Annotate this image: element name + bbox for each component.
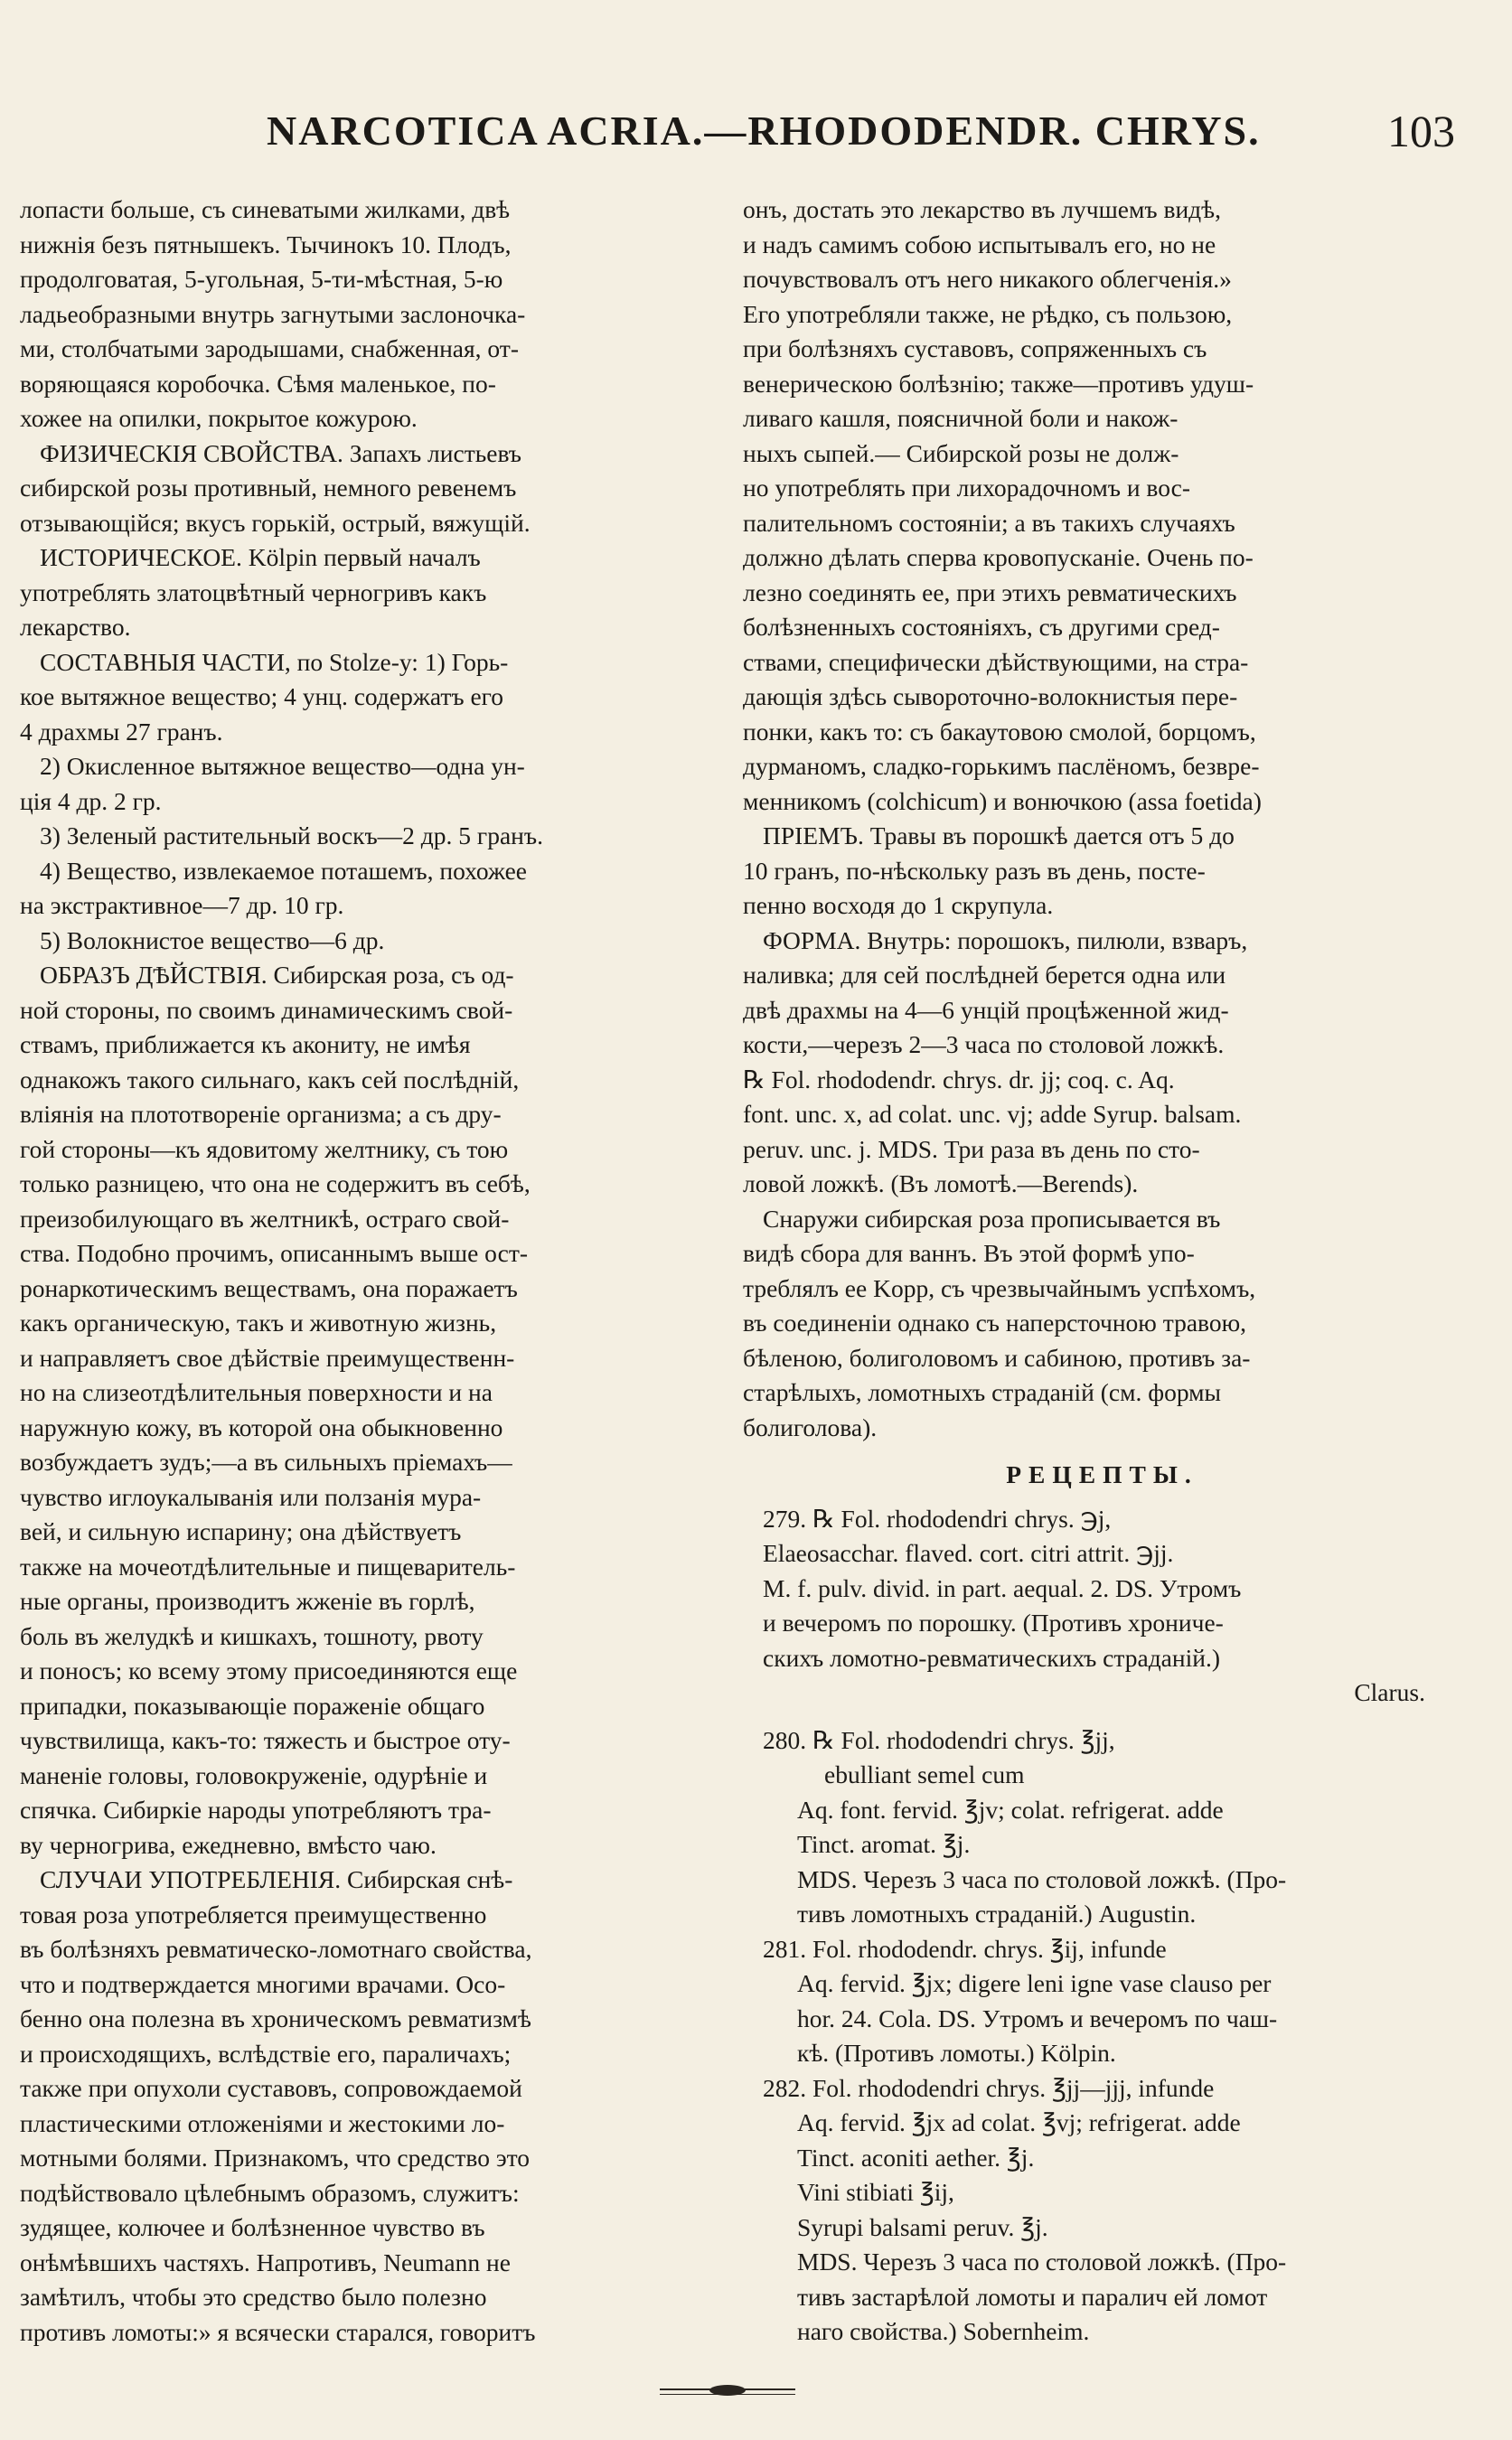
text-line: и происходящихъ, вслѣдствіе его, параличахъ; [20,2039,512,2068]
text-line: гой стороны—къ ядовитому желтнику, съ тою [20,1134,509,1163]
text-line: ebulliant semel cum [824,1760,1025,1788]
text-line: палительномъ состояніи; а въ такихъ случаяхъ [743,508,1235,537]
text-line: сибирской розы противный, немного ревенемъ [20,474,517,502]
text-line: ПРІЕМЪ. Травы въ порошкѣ дается отъ 5 до [763,821,1235,849]
text-line: кости,—черезъ 2—3 часа по столовой ложкѣ. [743,1030,1225,1058]
text-line: подѣйствовало цѣлебнымъ образомъ, служитъ: [20,2178,520,2207]
header-title: NARCOTICA ACRIA.—RHODODENDR. CHRYS. [267,108,1261,154]
text-line: лезно соединять ее, при этихъ ревматическихъ [743,577,1237,606]
text-line: Tinct. aconiti aether. ℥j. [797,2143,1035,2172]
running-header [244,107,1455,161]
text-line: какъ органическую, такъ и животную жизнь, [20,1309,497,1337]
text-line: что и подтверждается многими врачами. Осо- [20,1969,506,1998]
text-line: Aq. fervid. ℥jx ad colat. ℥vj; refrigerat. adde [797,2108,1241,2136]
text-line: СЛУЧАИ УПОТРЕБЛЕНІЯ. Сибирская снѣ- [40,1865,513,1893]
text-line: бѣленою, болиголовомъ и сабиною, противъ за- [743,1343,1251,1372]
text-line: ℞ Fol. rhododendr. chrys. dr. jj; coq. c. Aq. [743,1065,1175,1093]
text-line: на экстрактивное—7 др. 10 гр. [20,891,344,919]
bottom-ornament [660,2388,795,2395]
text-line: должно дѣлать сперва кровопусканіе. Очень по- [743,543,1254,571]
text-line: пенно восходя до 1 скрупула. [743,891,1054,919]
text-line: и направляетъ свое дѣйствіе преимущественн- [20,1343,515,1372]
text-line: двѣ драхмы на 4—6 унцій процѣженной жид- [743,995,1229,1024]
text-line: 5) Волокнистое вещество—6 др. [40,925,385,954]
text-line: скихъ ломотно-ревматическихъ страданій.) [763,1643,1220,1672]
text-line: тивъ застарѣлой ломоты и паралич ей ломот [797,2282,1268,2311]
text-line: СОСТАВНЫЯ ЧАСТИ, по Stolze-у: 1) Горь- [40,647,509,676]
text-line: менникомъ (colchicum) и вонючкою (assa foetida) [743,786,1262,815]
text-line: ву черногрива, ежедневно, вмѣсто чаю. [20,1830,437,1859]
text-line: Снаружи сибирская роза прописывается въ [763,1204,1221,1233]
text-line: вліянія на плототвореніе организма; а съ дру- [20,1100,502,1128]
text-line: ОБРАЗЪ ДѢЙСТВІЯ. Сибирская роза, съ од- [40,961,514,989]
text-line: также на мочеотдѣлительные и пищеваритель- [20,1552,516,1581]
text-line: болиголова). [743,1412,878,1441]
text-line: при болѣзняхъ суставовъ, сопряженныхъ съ [743,334,1207,362]
text-line: Syrupi balsami peruv. ℥j. [797,2212,1048,2241]
text-line: Elaeosacchar. flaved. cort. citri attrit. ℈jj. [763,1539,1174,1567]
text-line: отзывающійся; вкусъ горькій, острый, вяжущій. [20,508,531,537]
text-line: ствамъ, приближается къ акониту, не имѣя [20,1030,471,1058]
text-line: замѣтилъ, чтобы это средство было полезно [20,2283,487,2311]
left-column [20,192,734,2350]
text-line: зудящее, колючее и болѣзненное чувство въ [20,2213,485,2241]
text-line: Tinct. aromat. ℥j. [797,1830,971,1858]
text-line: видѣ сбора для ваннъ. Въ этой формѣ упо- [743,1239,1195,1267]
text-line: ФИЗИЧЕСКІЯ СВОЙСТВА. Запахъ листьевъ [40,438,521,467]
text-line: ныхъ сыпей.— Сибирской розы не долж- [743,438,1179,467]
text-line: припадки, показывающіе пораженіе общаго [20,1691,485,1720]
text-line: ные органы, производитъ жженіе въ горлѣ, [20,1587,475,1615]
text-line: font. unc. x, ad colat. unc. vj; adde Syrup. balsam. [743,1100,1242,1128]
text-line: въ болѣзняхъ ревматическо-ломотнаго свойства, [20,1935,532,1963]
text-line: пластическими отложеніями и жестокими ло- [20,2108,505,2137]
text-line: peruv. unc. j. MDS. Три раза въ день по сто- [743,1134,1200,1163]
text-line: 4 драхмы 27 гранъ. [20,717,223,746]
text-line: маненіе головы, головокруженіе, одурѣніе и [20,1760,488,1789]
text-line: 3) Зеленый растительный воскъ—2 др. 5 гранъ. [40,821,543,849]
text-line: 282. Fol. rhododendri chrys. ℥jj—jjj, infunde [763,2073,1215,2102]
text-line: Vini stibiati ℥ij, [797,2178,954,2206]
text-line: воряющаяся коробочка. Сѣмя маленькое, по- [20,369,496,398]
text-line: употреблять златоцвѣтный черногривъ какъ [20,577,487,606]
text-line: почувствовалъ отъ него никакого облегченія.» [743,265,1232,293]
text-line: 279. ℞ Fol. rhododendri chrys. ℈j, [763,1504,1112,1533]
text-line: также при опухоли суставовъ, сопровождаемой [20,2074,522,2102]
text-line: болѣзненныхъ состояніяхъ, съ другими сред- [743,613,1220,641]
text-line: мотными болями. Признакомъ, что средство это [20,2144,531,2172]
text-line: и надъ самимъ собою испытывалъ его, но не [743,230,1216,258]
text-line: ливаго кашля, поясничной боли и накож- [743,404,1179,432]
page-number: 103 [1387,106,1455,156]
text-line: чувство иглоукалыванія или ползанія мура- [20,1482,482,1511]
text-line: ства. Подобно прочимъ, описаннымъ выше ост- [20,1239,528,1267]
text-line: венерическою болѣзнію; также—противъ удуш- [743,369,1254,398]
text-line: лопасти больше, съ синеватыми жилками, двѣ [20,195,511,223]
text-line: но на слизеотдѣлительныя поверхности и на [20,1378,493,1406]
text-line: продолговатая, 5-угольная, 5-ти-мѣстная, 5-ю [20,265,503,293]
text-line: 10 гранъ, по-нѣскольку разъ въ день, посте- [743,856,1206,885]
text-line: дурманомъ, сладко-горькимъ паслёномъ, безвре- [743,752,1260,780]
text-line: 2) Окисленное вытяжное вещество—одна ун- [40,752,525,780]
text-line: наго свойства.) Sobernheim. [797,2317,1090,2345]
text-line: хожее на опилки, покрытое кожурою. [20,404,418,432]
text-line: старѣлыхъ, ломотныхъ страданій (см. формы [743,1378,1222,1406]
text-line: треблялъ ее Kopp, съ чрезвычайнымъ успѣхомъ, [743,1273,1256,1302]
text-line: РЕЦЕПТЫ. [1006,1460,1198,1488]
text-line: и вечеромъ по порошку. (Противъ хрониче- [763,1609,1224,1637]
text-line: кое вытяжное вещество; 4 унц. содержатъ его [20,682,503,710]
text-line: 280. ℞ Fol. rhododendri chrys. ℥jj, [763,1725,1115,1754]
text-line: нижнія безъ пятнышекъ. Тычинокъ 10. Плодъ, [20,230,512,258]
text-line: боль въ желудкѣ и кишкахъ, тошноту, рвоту [20,1621,484,1650]
text-line: онѣмѣвшихъ частяхъ. Напротивъ, Neumann не [20,2248,511,2276]
text-line: преизобилующаго въ желтникѣ, остраго свой- [20,1204,510,1233]
text-line: Его употребляли также, не рѣдко, съ пользою, [743,299,1233,328]
text-line: ми, столбчатыми зародышами, снабженная, от- [20,334,519,362]
text-line: hor. 24. Cola. DS. Утромъ и вечеромъ по чаш- [797,2004,1278,2032]
text-line: наружную кожу, въ которой она обыкновенно [20,1412,503,1441]
right-column [743,192,1461,2350]
text-line: лекарство. [20,613,131,641]
text-line: наливка; для сей послѣдней берется одна или [743,961,1226,989]
text-line: тивъ ломотныхъ страданій.) Augustin. [797,1900,1197,1928]
text-line: Aq. fervid. ℥jx; digere leni igne vase clauso per [797,1969,1272,1997]
text-line: ладьеобразными внутрь загнутыми заслоночка- [20,299,526,328]
text-line: ИСТОРИЧЕСКОЕ. Kölpin первый началъ [40,543,481,571]
text-line: 281. Fol. rhododendr. chrys. ℥ij, infunde [763,1934,1167,1963]
text-line: ронаркотическимъ веществамъ, она поражаетъ [20,1273,518,1302]
text-line: MDS. Черезъ 3 часа по столовой ложкѣ. (Про- [797,1864,1287,1893]
text-line: ной стороны, по своимъ динамическимъ свой- [20,995,513,1024]
text-line: спячка. Сибиркіе народы употребляютъ тра- [20,1796,492,1824]
text-line: однакожъ такого сильнаго, какъ сей послѣдній, [20,1065,520,1093]
text-line: онъ, достать это лекарство въ лучшемъ видѣ, [743,195,1221,223]
text-line: товая роза употребляется преимущественно [20,1900,487,1929]
text-line: противъ ломоты:» я всячески старался, говоритъ [20,2317,536,2346]
text-line: только разницею, что она не содержитъ въ себѣ, [20,1169,531,1197]
text-line: бенно она полезна въ хроническомъ ревматизмѣ [20,2004,531,2032]
text-line: Aq. font. fervid. ℥jv; colat. refrigerat. adde [797,1795,1224,1824]
text-line: но употреблять при лихорадочномъ и вос- [743,474,1191,502]
text-line: Clarus. [1354,1678,1425,1706]
text-line: ствами, специфически дѣйствующими, на стра- [743,647,1249,676]
text-line: дающія здѣсь сывороточно-волокнистыя пере- [743,682,1238,710]
text-line: и поносъ; ко всему этому присоединяются еще [20,1656,518,1685]
text-line: M. f. pulv. divid. in part. aequal. 2. DS. Утромъ [763,1573,1242,1602]
text-line: ФОРМА. Внутрь: порошокъ, пилюли, взваръ, [763,925,1248,954]
text-line: вей, и сильную испарину; она дѣйствуетъ [20,1517,462,1545]
text-line: чувствилища, какъ-то: тяжесть и быстрое оту- [20,1726,511,1754]
text-line: ція 4 др. 2 гр. [20,786,162,815]
text-line: въ соединеніи однако съ наперсточною травою, [743,1309,1246,1337]
text-line: возбуждаетъ зудъ;—а въ сильныхъ пріемахъ— [20,1448,512,1476]
text-line: ловой ложкѣ. (Въ ломотѣ.—Berends). [743,1169,1139,1197]
text-line: кѣ. (Противъ ломоты.) Kölpin. [797,2039,1116,2067]
text-line: понки, какъ то: съ бакаутовою смолой, борцомъ, [743,717,1256,746]
text-line: MDS. Черезъ 3 часа по столовой ложкѣ. (Про- [797,2248,1287,2276]
text-line: 4) Вещество, извлекаемое поташемъ, похожее [40,856,527,885]
